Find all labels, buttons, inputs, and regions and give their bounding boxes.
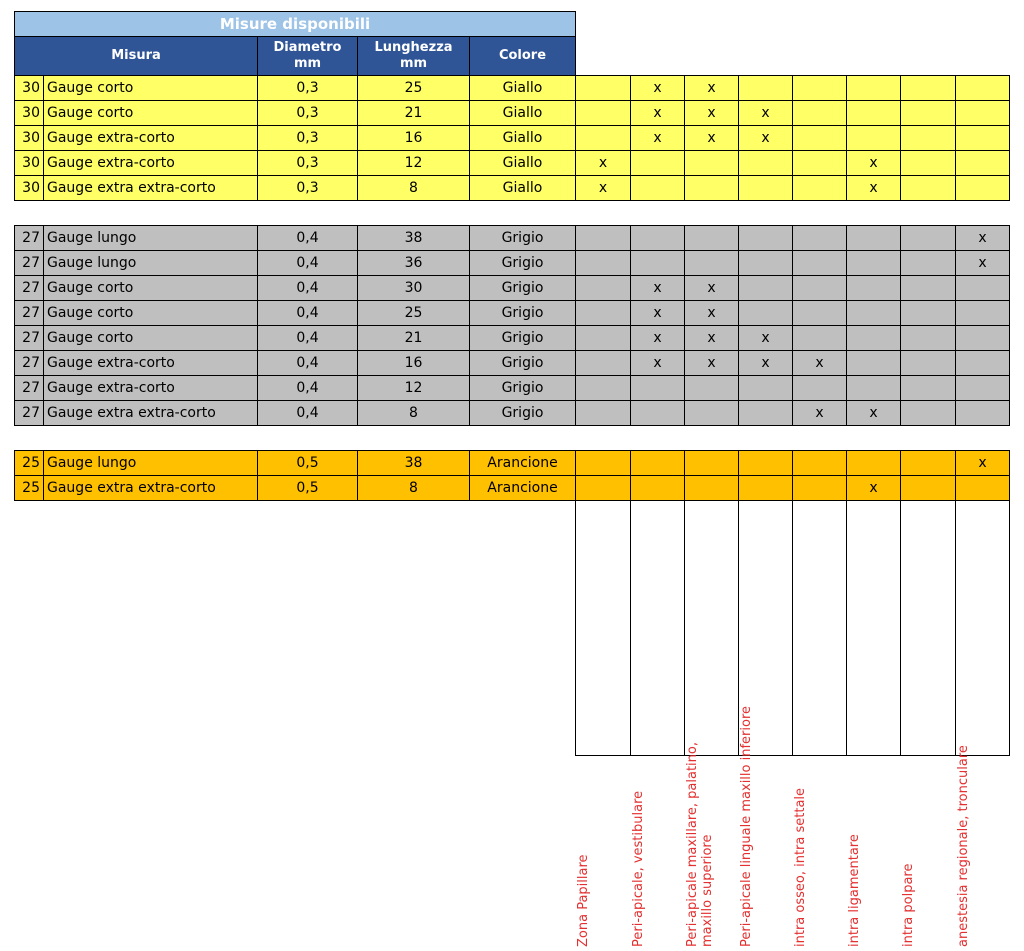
zone-mark-cell: x	[684, 275, 739, 301]
zone-mark-cell	[846, 275, 901, 301]
lunghezza-cell: 36	[357, 250, 470, 276]
zone-mark-cell	[738, 450, 793, 476]
zone-mark-cell: x	[846, 175, 901, 201]
zone-mark-cell	[792, 100, 847, 126]
lunghezza-cell: 38	[357, 450, 470, 476]
diametro-cell: 0,4	[257, 250, 358, 276]
misura-cell: Gauge extra extra-corto	[43, 475, 258, 501]
zone-mark-cell	[900, 350, 956, 376]
zone-mark-cell	[575, 325, 631, 351]
zone-label-column	[792, 500, 847, 947]
zone-mark-cell	[738, 175, 793, 201]
zone-label: Peri-apicale linguale maxillo inferiore	[739, 705, 754, 947]
zone-label-column	[684, 500, 739, 947]
zone-mark-cell	[630, 250, 685, 276]
lunghezza-cell: 16	[357, 125, 470, 151]
zone-mark-cell	[792, 375, 847, 401]
zone-mark-cell	[792, 475, 847, 501]
zone-mark-cell	[575, 225, 631, 251]
lunghezza-cell: 8	[357, 400, 470, 426]
zone-mark-cell	[955, 375, 1010, 401]
zone-mark-cell: x	[630, 75, 685, 101]
zone-mark-cell	[900, 175, 956, 201]
zone-label: intra osseo, intra settale	[793, 787, 808, 947]
diametro-cell: 0,4	[257, 300, 358, 326]
misura-cell: Gauge extra-corto	[43, 150, 258, 176]
zone-label: Zona Papillare	[576, 854, 591, 947]
gauge-cell: 27	[14, 300, 44, 326]
lunghezza-cell: 30	[357, 275, 470, 301]
diametro-cell: 0,5	[257, 450, 358, 476]
zone-label: intra ligamentare	[847, 834, 862, 947]
zone-mark-cell	[684, 450, 739, 476]
colore-cell: Grigio	[469, 350, 576, 376]
zone-mark-cell: x	[738, 350, 793, 376]
header-lunghezza-line: mm	[399, 56, 428, 71]
zone-mark-cell	[900, 475, 956, 501]
zone-mark-cell: x	[575, 150, 631, 176]
zone-mark-cell: x	[792, 400, 847, 426]
misura-cell: Gauge extra-corto	[43, 350, 258, 376]
zone-label-column	[575, 500, 631, 947]
zone-mark-cell	[792, 325, 847, 351]
zone-mark-cell	[684, 400, 739, 426]
diametro-cell: 0,3	[257, 150, 358, 176]
gauge-cell: 27	[14, 400, 44, 426]
zone-mark-cell: x	[684, 325, 739, 351]
gauge-cell: 25	[14, 475, 44, 501]
lunghezza-cell: 16	[357, 350, 470, 376]
zone-mark-cell	[630, 150, 685, 176]
zone-mark-cell	[575, 375, 631, 401]
zone-mark-cell	[900, 100, 956, 126]
colore-cell: Giallo	[469, 150, 576, 176]
zone-label: Peri-apicale maxillare, palatino, maxillo superiore	[685, 742, 715, 947]
zone-mark-cell	[738, 225, 793, 251]
zone-mark-cell	[846, 350, 901, 376]
zone-mark-cell	[955, 175, 1010, 201]
lunghezza-cell: 8	[357, 475, 470, 501]
zone-mark-cell	[955, 350, 1010, 376]
gauge-cell: 30	[14, 100, 44, 126]
zone-label-column	[738, 500, 793, 947]
gauge-cell: 30	[14, 75, 44, 101]
colore-cell: Grigio	[469, 375, 576, 401]
zone-mark-cell: x	[630, 125, 685, 151]
zone-mark-cell: x	[684, 125, 739, 151]
zone-mark-cell: x	[630, 325, 685, 351]
misura-cell: Gauge corto	[43, 300, 258, 326]
colore-cell: Arancione	[469, 450, 576, 476]
zone-mark-cell	[684, 375, 739, 401]
zone-mark-cell: x	[738, 125, 793, 151]
misura-cell: Gauge corto	[43, 100, 258, 126]
diametro-cell: 0,4	[257, 275, 358, 301]
zone-mark-cell	[900, 225, 956, 251]
zone-mark-cell	[846, 75, 901, 101]
diametro-cell: 0,4	[257, 400, 358, 426]
misura-cell: Gauge corto	[43, 325, 258, 351]
gauge-cell: 27	[14, 350, 44, 376]
zone-mark-cell: x	[738, 100, 793, 126]
zone-mark-cell	[684, 175, 739, 201]
lunghezza-cell: 25	[357, 300, 470, 326]
zone-mark-cell	[900, 400, 956, 426]
zone-mark-cell	[738, 400, 793, 426]
zone-mark-cell	[846, 375, 901, 401]
zone-mark-cell	[738, 250, 793, 276]
zone-mark-cell	[900, 275, 956, 301]
zone-mark-cell	[900, 150, 956, 176]
misura-cell: Gauge extra extra-corto	[43, 400, 258, 426]
zone-mark-cell	[630, 375, 685, 401]
zone-mark-cell: x	[684, 350, 739, 376]
zone-label-column	[900, 500, 956, 947]
header-diametro-line: mm	[293, 56, 322, 71]
zone-mark-cell: x	[955, 250, 1010, 276]
zone-label: anestesia regionale, tronculare	[956, 745, 971, 947]
zone-mark-cell	[792, 450, 847, 476]
zone-label: intra polpare	[901, 863, 916, 947]
zone-label-column	[955, 500, 1010, 947]
zone-mark-cell	[792, 250, 847, 276]
zone-mark-cell	[575, 400, 631, 426]
gauge-cell: 27	[14, 275, 44, 301]
zone-mark-cell	[630, 475, 685, 501]
misura-cell: Gauge extra extra-corto	[43, 175, 258, 201]
zone-mark-cell: x	[630, 275, 685, 301]
diametro-cell: 0,3	[257, 100, 358, 126]
diametro-cell: 0,5	[257, 475, 358, 501]
colore-cell: Giallo	[469, 75, 576, 101]
zone-mark-cell	[575, 475, 631, 501]
gauge-cell: 30	[14, 150, 44, 176]
zone-mark-cell: x	[630, 300, 685, 326]
zone-mark-cell	[684, 475, 739, 501]
zone-mark-cell: x	[846, 475, 901, 501]
lunghezza-cell: 12	[357, 375, 470, 401]
misura-cell: Gauge extra-corto	[43, 125, 258, 151]
colore-cell: Giallo	[469, 125, 576, 151]
zone-mark-cell	[630, 400, 685, 426]
gauge-cell: 27	[14, 375, 44, 401]
zone-mark-cell	[792, 75, 847, 101]
zone-mark-cell: x	[575, 175, 631, 201]
colore-cell: Grigio	[469, 225, 576, 251]
zone-label-column	[630, 500, 685, 947]
zone-mark-cell: x	[684, 100, 739, 126]
zone-mark-cell	[900, 375, 956, 401]
zone-mark-cell	[575, 350, 631, 376]
lunghezza-cell: 12	[357, 150, 470, 176]
zone-mark-cell	[738, 150, 793, 176]
zone-mark-cell: x	[630, 100, 685, 126]
zone-mark-cell	[738, 375, 793, 401]
header-diametro-line: Diametro	[273, 40, 342, 55]
table-title: Misure disponibili	[14, 11, 576, 37]
header-diametro	[257, 36, 358, 76]
zone-mark-cell	[738, 75, 793, 101]
zone-mark-cell	[738, 300, 793, 326]
misura-cell: Gauge extra-corto	[43, 375, 258, 401]
zone-mark-cell	[846, 325, 901, 351]
zone-mark-cell	[684, 250, 739, 276]
lunghezza-cell: 21	[357, 325, 470, 351]
zone-mark-cell	[900, 300, 956, 326]
zone-mark-cell: x	[630, 350, 685, 376]
zone-mark-cell	[955, 325, 1010, 351]
colore-cell: Grigio	[469, 300, 576, 326]
zone-mark-cell: x	[955, 450, 1010, 476]
zone-mark-cell: x	[846, 150, 901, 176]
header-misura: Misura	[14, 36, 258, 76]
zone-mark-cell	[900, 125, 956, 151]
zone-mark-cell	[792, 275, 847, 301]
lunghezza-cell: 21	[357, 100, 470, 126]
zone-mark-cell: x	[846, 400, 901, 426]
gauge-cell: 25	[14, 450, 44, 476]
zone-mark-cell	[846, 225, 901, 251]
diametro-cell: 0,4	[257, 325, 358, 351]
zone-mark-cell	[575, 125, 631, 151]
zone-mark-cell	[738, 475, 793, 501]
zone-mark-cell	[900, 450, 956, 476]
zone-mark-cell	[630, 450, 685, 476]
zone-mark-cell	[955, 300, 1010, 326]
zone-mark-cell	[792, 125, 847, 151]
diametro-cell: 0,3	[257, 75, 358, 101]
zone-mark-cell	[955, 275, 1010, 301]
zone-mark-cell	[900, 75, 956, 101]
lunghezza-cell: 8	[357, 175, 470, 201]
diametro-cell: 0,4	[257, 350, 358, 376]
gauge-cell: 30	[14, 125, 44, 151]
diametro-cell: 0,4	[257, 225, 358, 251]
misura-cell: Gauge lungo	[43, 250, 258, 276]
zone-mark-cell: x	[684, 75, 739, 101]
zone-mark-cell	[846, 100, 901, 126]
zone-mark-cell	[846, 450, 901, 476]
gauge-cell: 30	[14, 175, 44, 201]
zone-mark-cell	[955, 100, 1010, 126]
misura-cell: Gauge lungo	[43, 450, 258, 476]
zone-mark-cell	[630, 225, 685, 251]
misura-cell: Gauge corto	[43, 75, 258, 101]
gauge-cell: 27	[14, 225, 44, 251]
zone-mark-cell	[846, 250, 901, 276]
zone-mark-cell	[900, 325, 956, 351]
zone-mark-cell	[575, 450, 631, 476]
zone-mark-cell	[955, 125, 1010, 151]
zone-mark-cell	[738, 275, 793, 301]
zone-mark-cell	[575, 300, 631, 326]
zone-mark-cell: x	[684, 300, 739, 326]
colore-cell: Giallo	[469, 100, 576, 126]
zone-mark-cell	[575, 250, 631, 276]
zone-mark-cell	[575, 75, 631, 101]
colore-cell: Arancione	[469, 475, 576, 501]
zone-mark-cell	[792, 300, 847, 326]
misura-cell: Gauge corto	[43, 275, 258, 301]
zone-mark-cell: x	[792, 350, 847, 376]
zone-mark-cell	[630, 175, 685, 201]
zone-mark-cell: x	[738, 325, 793, 351]
zone-mark-cell	[684, 150, 739, 176]
zone-mark-cell	[846, 300, 901, 326]
lunghezza-cell: 25	[357, 75, 470, 101]
zone-mark-cell	[900, 250, 956, 276]
gauge-cell: 27	[14, 325, 44, 351]
colore-cell: Grigio	[469, 275, 576, 301]
zone-mark-cell: x	[955, 225, 1010, 251]
diametro-cell: 0,3	[257, 125, 358, 151]
colore-cell: Grigio	[469, 400, 576, 426]
header-lunghezza-line: Lunghezza	[374, 40, 453, 55]
header-lunghezza	[357, 36, 470, 76]
zone-mark-cell	[792, 175, 847, 201]
colore-cell: Giallo	[469, 175, 576, 201]
zone-mark-cell	[955, 475, 1010, 501]
header-colore: Colore	[469, 36, 576, 76]
zone-mark-cell	[955, 75, 1010, 101]
misura-cell: Gauge lungo	[43, 225, 258, 251]
zone-mark-cell	[575, 275, 631, 301]
gauge-cell: 27	[14, 250, 44, 276]
zone-mark-cell	[846, 125, 901, 151]
diametro-cell: 0,3	[257, 175, 358, 201]
zone-label-column	[846, 500, 901, 947]
lunghezza-cell: 38	[357, 225, 470, 251]
zone-mark-cell	[955, 150, 1010, 176]
zone-mark-cell	[792, 225, 847, 251]
zone-mark-cell	[955, 400, 1010, 426]
diametro-cell: 0,4	[257, 375, 358, 401]
zone-mark-cell	[792, 150, 847, 176]
zone-label: Peri-apicale, vestibulare	[631, 790, 646, 947]
colore-cell: Grigio	[469, 250, 576, 276]
colore-cell: Grigio	[469, 325, 576, 351]
zone-mark-cell	[684, 225, 739, 251]
zone-mark-cell	[575, 100, 631, 126]
